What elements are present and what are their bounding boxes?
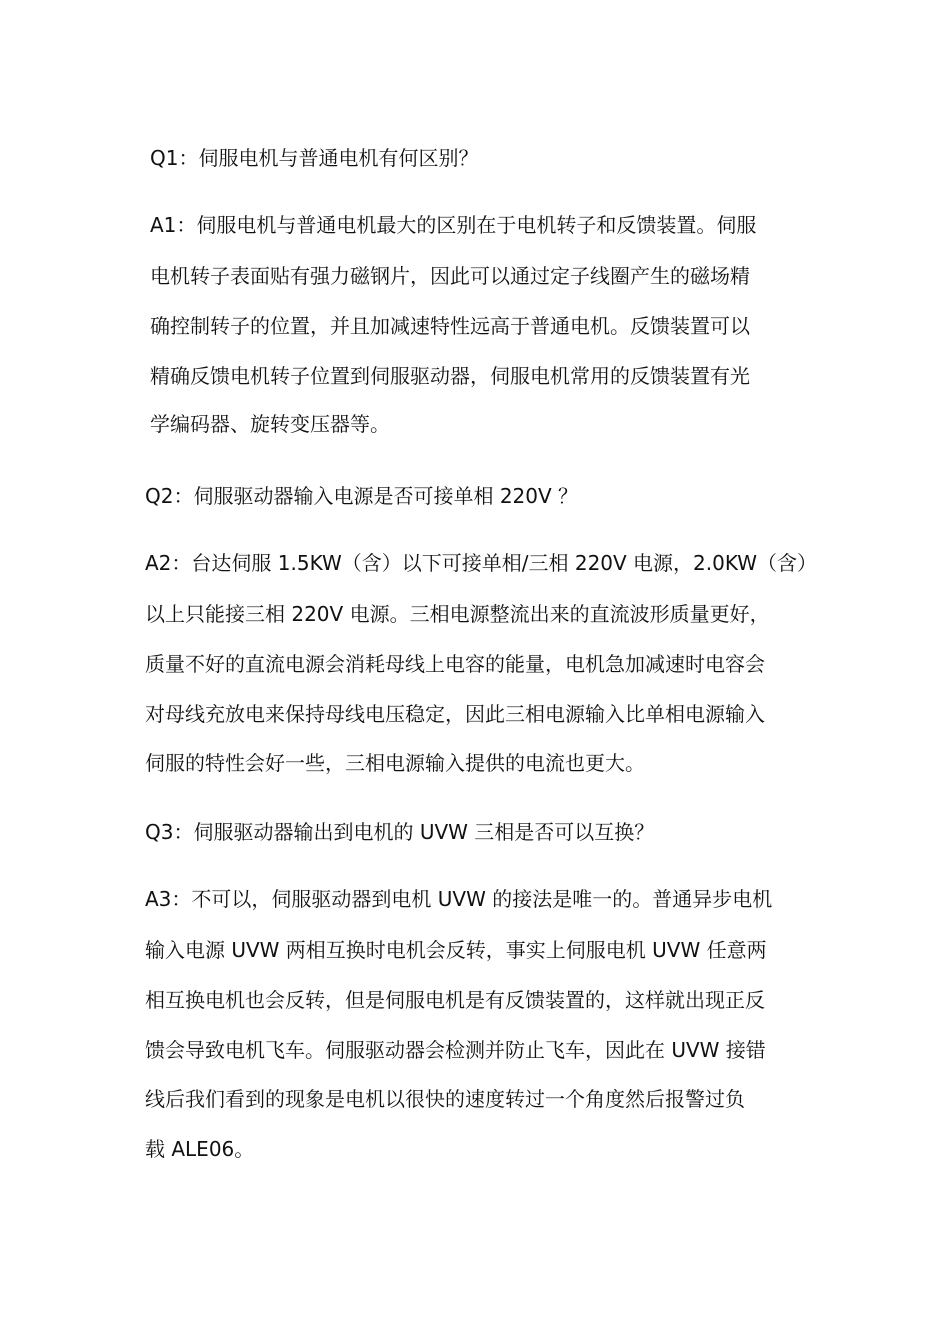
answer-3-line-1: A3：不可以，伺服驱动器到电机 UVW 的接法是唯一的。普通异步电机 — [145, 887, 773, 911]
answer-1-line-1: A1：伺服电机与普通电机最大的区别在于电机转子和反馈装置。伺服 — [150, 213, 757, 237]
answer-2-line-3: 质量不好的直流电源会消耗母线上电容的能量，电机急加减速时电容会 — [145, 652, 765, 676]
answer-3-line-2: 输入电源 UVW 两相互换时电机会反转，事实上伺服电机 UVW 任意两 — [145, 938, 767, 962]
answer-1-line-2: 电机转子表面贴有强力磁钢片，因此可以通过定子线圈产生的磁场精 — [150, 264, 750, 288]
answer-1-line-4: 精确反馈电机转子位置到伺服驱动器，伺服电机常用的反馈装置有光 — [150, 364, 750, 388]
answer-2-line-1: A2：台达伺服 1.5KW（含）以下可接单相/三相 220V 电源，2.0KW（含） — [145, 551, 818, 575]
answer-2-line-4: 对母线充放电来保持母线电压稳定，因此三相电源输入比单相电源输入 — [145, 702, 765, 726]
answer-2-line-5: 伺服的特性会好一些，三相电源输入提供的电流也更大。 — [145, 751, 645, 775]
answer-3-line-3: 相互换电机也会反转，但是伺服电机是有反馈装置的，这样就出现正反 — [145, 988, 765, 1012]
answer-3-line-5: 线后我们看到的现象是电机以很快的速度转过一个角度然后报警过负 — [145, 1087, 745, 1111]
answer-1-line-3: 确控制转子的位置，并且加减速特性远高于普通电机。反馈装置可以 — [150, 314, 750, 338]
answer-3-line-6: 载 ALE06。 — [145, 1137, 255, 1161]
answer-1-line-5: 学编码器、旋转变压器等。 — [150, 412, 390, 436]
question-2: Q2：伺服驱动器输入电源是否可接单相 220V ？ — [145, 484, 579, 508]
question-1: Q1：伺服电机与普通电机有何区别？ — [150, 146, 479, 170]
question-3: Q3：伺服驱动器输出到电机的 UVW 三相是否可以互换？ — [145, 820, 655, 844]
answer-2-line-2: 以上只能接三相 220V 电源。三相电源整流出来的直流波形质量更好， — [145, 602, 770, 626]
answer-3-line-4: 馈会导致电机飞车。伺服驱动器会检测并防止飞车，因此在 UVW 接错 — [145, 1038, 766, 1062]
